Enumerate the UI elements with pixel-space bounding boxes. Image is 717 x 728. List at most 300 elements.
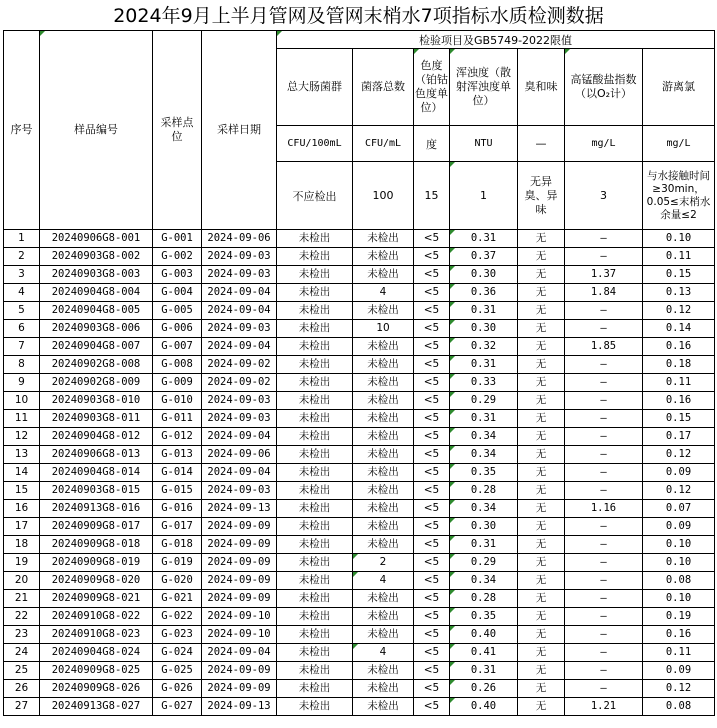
cell-chlorine: 0.08 [643,698,715,716]
cell-colony: 10 [353,320,414,338]
cell-date: 2024-09-09 [202,518,277,536]
cell-sample-no: 20240909G8-018 [40,536,153,554]
cell-cod: — [565,302,643,320]
cell-cod: — [565,572,643,590]
table-row [4,392,715,410]
cell-colony: 未检出 [353,248,414,266]
cell-date: 2024-09-09 [202,680,277,698]
cell-odor: 无 [518,680,565,698]
cell-odor: 无 [518,338,565,356]
cell-point: G-026 [153,680,202,698]
cell-seq: 27 [4,698,40,716]
cell-turbidity: 0.34 [450,572,518,590]
cell-turbidity: 0.37 [450,248,518,266]
limit-odor: 无异臭、异味 [518,162,565,230]
cell-coliform: 未检出 [277,410,353,428]
cell-turbidity: 0.26 [450,680,518,698]
cell-seq: 13 [4,446,40,464]
cell-point: G-004 [153,284,202,302]
table-row [4,428,715,446]
cell-color: <5 [414,320,450,338]
cell-color: <5 [414,392,450,410]
cell-seq: 25 [4,662,40,680]
cell-seq: 7 [4,338,40,356]
cell-odor: 无 [518,698,565,716]
cell-seq: 1 [4,230,40,248]
cell-point: G-002 [153,248,202,266]
cell-sample-no: 20240903G8-011 [40,410,153,428]
unit-colony: CFU/mL [353,126,414,162]
cell-turbidity: 0.33 [450,374,518,392]
cell-date: 2024-09-03 [202,410,277,428]
col-header-seq: 序号 [4,31,40,230]
table-row [4,698,715,716]
cell-cod: 1.16 [565,500,643,518]
cell-seq: 24 [4,644,40,662]
cell-chlorine: 0.10 [643,554,715,572]
cell-sample-no: 20240906G8-001 [40,230,153,248]
unit-color: 度 [414,126,450,162]
cell-sample-no: 20240909G8-021 [40,590,153,608]
cell-chlorine: 0.12 [643,482,715,500]
cell-coliform: 未检出 [277,698,353,716]
cell-seq: 18 [4,536,40,554]
table-row [4,554,715,572]
table-row [4,536,715,554]
table-row [4,230,715,248]
col-header-colony: 菌落总数 [353,49,414,126]
cell-turbidity: 0.31 [450,302,518,320]
cell-color: <5 [414,410,450,428]
cell-sample-no: 20240902G8-008 [40,356,153,374]
cell-color: <5 [414,626,450,644]
cell-chlorine: 0.09 [643,518,715,536]
page-title: 2024年9月上半月管网及管网末梢水7项指标水质检测数据 [113,5,604,27]
cell-coliform: 未检出 [277,482,353,500]
cell-chlorine: 0.19 [643,608,715,626]
cell-chlorine: 0.16 [643,338,715,356]
cell-color: <5 [414,230,450,248]
cell-seq: 4 [4,284,40,302]
cell-seq: 6 [4,320,40,338]
cell-chlorine: 0.15 [643,410,715,428]
cell-point: G-020 [153,572,202,590]
table-row [4,482,715,500]
cell-turbidity: 0.28 [450,482,518,500]
cell-colony: 未检出 [353,626,414,644]
cell-colony: 未检出 [353,410,414,428]
cell-point: G-024 [153,644,202,662]
cell-cod: — [565,428,643,446]
cell-point: G-015 [153,482,202,500]
cell-color: <5 [414,356,450,374]
cell-cod: 1.21 [565,698,643,716]
cell-sample-no: 20240903G8-010 [40,392,153,410]
cell-sample-no: 20240903G8-015 [40,482,153,500]
cell-point: G-010 [153,392,202,410]
cell-seq: 9 [4,374,40,392]
cell-cod: — [565,644,643,662]
cell-cod: — [565,590,643,608]
cell-seq: 3 [4,266,40,284]
cell-color: <5 [414,662,450,680]
cell-sample-no: 20240904G8-007 [40,338,153,356]
cell-date: 2024-09-06 [202,230,277,248]
cell-date: 2024-09-09 [202,536,277,554]
cell-point: G-009 [153,374,202,392]
cell-sample-no: 20240910G8-023 [40,626,153,644]
cell-seq: 20 [4,572,40,590]
table-row [4,266,715,284]
col-header-turbidity: 浑浊度（散射浑浊度单位） [450,49,518,126]
cell-sample-no: 20240909G8-019 [40,554,153,572]
cell-turbidity: 0.28 [450,590,518,608]
cell-coliform: 未检出 [277,536,353,554]
cell-sample-no: 20240904G8-004 [40,284,153,302]
cell-colony: 未检出 [353,680,414,698]
cell-chlorine: 0.14 [643,320,715,338]
cell-coliform: 未检出 [277,374,353,392]
cell-coliform: 未检出 [277,230,353,248]
cell-coliform: 未检出 [277,626,353,644]
cell-colony: 未检出 [353,662,414,680]
cell-cod: — [565,680,643,698]
cell-date: 2024-09-04 [202,428,277,446]
cell-odor: 无 [518,536,565,554]
cell-cod: — [565,410,643,428]
cell-coliform: 未检出 [277,320,353,338]
cell-seq: 8 [4,356,40,374]
cell-point: G-016 [153,500,202,518]
table-row [4,680,715,698]
table-row [4,500,715,518]
cell-point: G-005 [153,302,202,320]
cell-seq: 11 [4,410,40,428]
cell-odor: 无 [518,446,565,464]
cell-turbidity: 0.31 [450,356,518,374]
cell-odor: 无 [518,302,565,320]
cell-seq: 19 [4,554,40,572]
cell-date: 2024-09-03 [202,392,277,410]
cell-color: <5 [414,518,450,536]
cell-point: G-006 [153,320,202,338]
cell-cod: — [565,356,643,374]
cell-sample-no: 20240903G8-006 [40,320,153,338]
cell-turbidity: 0.32 [450,338,518,356]
cell-turbidity: 0.29 [450,554,518,572]
cell-coliform: 未检出 [277,662,353,680]
table-row [4,410,715,428]
limit-turbidity: 1 [450,162,518,230]
group-header: 检验项目及GB5749-2022限值 [277,31,715,49]
table-row [4,248,715,266]
cell-turbidity: 0.31 [450,410,518,428]
cell-odor: 无 [518,608,565,626]
cell-chlorine: 0.12 [643,446,715,464]
table-row [4,464,715,482]
cell-point: G-014 [153,464,202,482]
cell-sample-no: 20240904G8-024 [40,644,153,662]
cell-color: <5 [414,302,450,320]
cell-odor: 无 [518,428,565,446]
cell-point: G-019 [153,554,202,572]
cell-chlorine: 0.12 [643,302,715,320]
table-row [4,518,715,536]
cell-odor: 无 [518,482,565,500]
cell-seq: 17 [4,518,40,536]
cell-cod: — [565,662,643,680]
cell-seq: 23 [4,626,40,644]
cell-date: 2024-09-13 [202,500,277,518]
cell-turbidity: 0.34 [450,446,518,464]
cell-odor: 无 [518,662,565,680]
cell-sample-no: 20240910G8-022 [40,608,153,626]
cell-turbidity: 0.34 [450,428,518,446]
unit-chlorine: mg/L [643,126,715,162]
cell-sample-no: 20240904G8-012 [40,428,153,446]
cell-colony: 2 [353,554,414,572]
cell-colony: 4 [353,284,414,302]
cell-cod: — [565,248,643,266]
cell-cod: — [565,626,643,644]
table-row [4,662,715,680]
cell-date: 2024-09-10 [202,626,277,644]
cell-seq: 15 [4,482,40,500]
cell-odor: 无 [518,572,565,590]
cell-colony: 未检出 [353,464,414,482]
cell-colony: 未检出 [353,356,414,374]
cell-chlorine: 0.12 [643,680,715,698]
cell-turbidity: 0.31 [450,536,518,554]
cell-seq: 2 [4,248,40,266]
table-row [4,608,715,626]
cell-point: G-025 [153,662,202,680]
table-row [4,644,715,662]
cell-color: <5 [414,698,450,716]
cell-colony: 未检出 [353,302,414,320]
cell-turbidity: 0.34 [450,500,518,518]
cell-color: <5 [414,338,450,356]
unit-coliform: CFU/100mL [277,126,353,162]
cell-sample-no: 20240909G8-017 [40,518,153,536]
cell-odor: 无 [518,500,565,518]
cell-date: 2024-09-04 [202,302,277,320]
cell-cod: 1.84 [565,284,643,302]
cell-coliform: 未检出 [277,284,353,302]
cell-coliform: 未检出 [277,464,353,482]
cell-odor: 无 [518,284,565,302]
cell-seq: 14 [4,464,40,482]
cell-color: <5 [414,482,450,500]
cell-coliform: 未检出 [277,266,353,284]
cell-sample-no: 20240906G8-013 [40,446,153,464]
cell-color: <5 [414,374,450,392]
table-row [4,338,715,356]
cell-coliform: 未检出 [277,356,353,374]
cell-date: 2024-09-04 [202,464,277,482]
cell-sample-no: 20240903G8-003 [40,266,153,284]
cell-date: 2024-09-02 [202,356,277,374]
cell-seq: 16 [4,500,40,518]
cell-sample-no: 20240909G8-026 [40,680,153,698]
cell-colony: 未检出 [353,500,414,518]
cell-turbidity: 0.30 [450,320,518,338]
cell-sample-no: 20240902G8-009 [40,374,153,392]
cell-colony: 未检出 [353,428,414,446]
cell-colony: 未检出 [353,338,414,356]
cell-coliform: 未检出 [277,518,353,536]
limit-coliform: 不应检出 [277,162,353,230]
cell-colony: 未检出 [353,590,414,608]
limit-colony: 100 [353,162,414,230]
cell-cod: — [565,608,643,626]
cell-cod: — [565,230,643,248]
cell-chlorine: 0.15 [643,266,715,284]
cell-seq: 22 [4,608,40,626]
cell-turbidity: 0.35 [450,464,518,482]
cell-cod: — [565,536,643,554]
cell-sample-no: 20240913G8-016 [40,500,153,518]
water-quality-table [3,30,715,716]
cell-colony: 4 [353,572,414,590]
col-header-odor: 臭和味 [518,49,565,126]
table-row [4,320,715,338]
col-header-point: 采样点位 [153,31,202,230]
cell-color: <5 [414,608,450,626]
cell-odor: 无 [518,644,565,662]
col-header-chlorine: 游离氯 [643,49,715,126]
col-header-sample-no: 样品编号 [40,31,153,230]
cell-date: 2024-09-03 [202,248,277,266]
col-header-cod: 高锰酸盐指数（以O₂计） [565,49,643,126]
cell-coliform: 未检出 [277,392,353,410]
cell-cod: 1.37 [565,266,643,284]
limit-chlorine: 与水接触时间≥30min，0.05≤末梢水余量≤2 [643,162,715,230]
cell-colony: 未检出 [353,230,414,248]
cell-odor: 无 [518,626,565,644]
cell-color: <5 [414,248,450,266]
cell-turbidity: 0.30 [450,266,518,284]
cell-odor: 无 [518,248,565,266]
cell-chlorine: 0.09 [643,464,715,482]
cell-cod: — [565,392,643,410]
cell-odor: 无 [518,554,565,572]
cell-date: 2024-09-03 [202,320,277,338]
cell-color: <5 [414,590,450,608]
unit-turbidity: NTU [450,126,518,162]
table-row [4,572,715,590]
table-row [4,302,715,320]
cell-date: 2024-09-04 [202,644,277,662]
cell-chlorine: 0.18 [643,356,715,374]
cell-odor: 无 [518,356,565,374]
cell-date: 2024-09-06 [202,446,277,464]
cell-coliform: 未检出 [277,590,353,608]
col-header-coliform: 总大肠菌群 [277,49,353,126]
cell-colony: 未检出 [353,518,414,536]
col-header-color: 色度（铂钴色度单位） [414,49,450,126]
cell-chlorine: 0.07 [643,500,715,518]
limit-cod: 3 [565,162,643,230]
cell-odor: 无 [518,374,565,392]
cell-point: G-008 [153,356,202,374]
table-row [4,284,715,302]
cell-cod: — [565,446,643,464]
table-row [4,446,715,464]
cell-cod: — [565,482,643,500]
cell-date: 2024-09-09 [202,554,277,572]
cell-point: G-003 [153,266,202,284]
cell-seq: 10 [4,392,40,410]
cell-turbidity: 0.31 [450,662,518,680]
cell-colony: 未检出 [353,392,414,410]
cell-coliform: 未检出 [277,338,353,356]
cell-color: <5 [414,644,450,662]
cell-coliform: 未检出 [277,446,353,464]
cell-date: 2024-09-09 [202,572,277,590]
cell-chlorine: 0.16 [643,626,715,644]
cell-cod: 1.85 [565,338,643,356]
cell-turbidity: 0.41 [450,644,518,662]
cell-color: <5 [414,266,450,284]
cell-cod: — [565,464,643,482]
cell-seq: 5 [4,302,40,320]
cell-turbidity: 0.31 [450,230,518,248]
cell-date: 2024-09-04 [202,338,277,356]
cell-odor: 无 [518,410,565,428]
col-header-date: 采样日期 [202,31,277,230]
cell-colony: 未检出 [353,698,414,716]
cell-cod: — [565,320,643,338]
table-row [4,374,715,392]
cell-color: <5 [414,446,450,464]
table-row [4,590,715,608]
cell-cod: — [565,554,643,572]
cell-chlorine: 0.16 [643,392,715,410]
cell-date: 2024-09-09 [202,590,277,608]
cell-chlorine: 0.11 [643,374,715,392]
limit-color: 15 [414,162,450,230]
cell-odor: 无 [518,518,565,536]
cell-date: 2024-09-03 [202,482,277,500]
cell-date: 2024-09-13 [202,698,277,716]
cell-sample-no: 20240904G8-014 [40,464,153,482]
cell-coliform: 未检出 [277,572,353,590]
cell-coliform: 未检出 [277,500,353,518]
cell-coliform: 未检出 [277,428,353,446]
cell-chlorine: 0.10 [643,536,715,554]
cell-date: 2024-09-03 [202,266,277,284]
cell-odor: 无 [518,230,565,248]
cell-colony: 未检出 [353,608,414,626]
cell-sample-no: 20240903G8-002 [40,248,153,266]
cell-cod: — [565,518,643,536]
cell-seq: 26 [4,680,40,698]
cell-seq: 12 [4,428,40,446]
table-row [4,626,715,644]
cell-odor: 无 [518,320,565,338]
cell-chlorine: 0.09 [643,662,715,680]
cell-point: G-001 [153,230,202,248]
cell-chlorine: 0.10 [643,230,715,248]
cell-odor: 无 [518,590,565,608]
cell-color: <5 [414,284,450,302]
cell-coliform: 未检出 [277,608,353,626]
cell-chlorine: 0.11 [643,644,715,662]
cell-colony: 未检出 [353,446,414,464]
cell-point: G-021 [153,590,202,608]
unit-cod: mg/L [565,126,643,162]
